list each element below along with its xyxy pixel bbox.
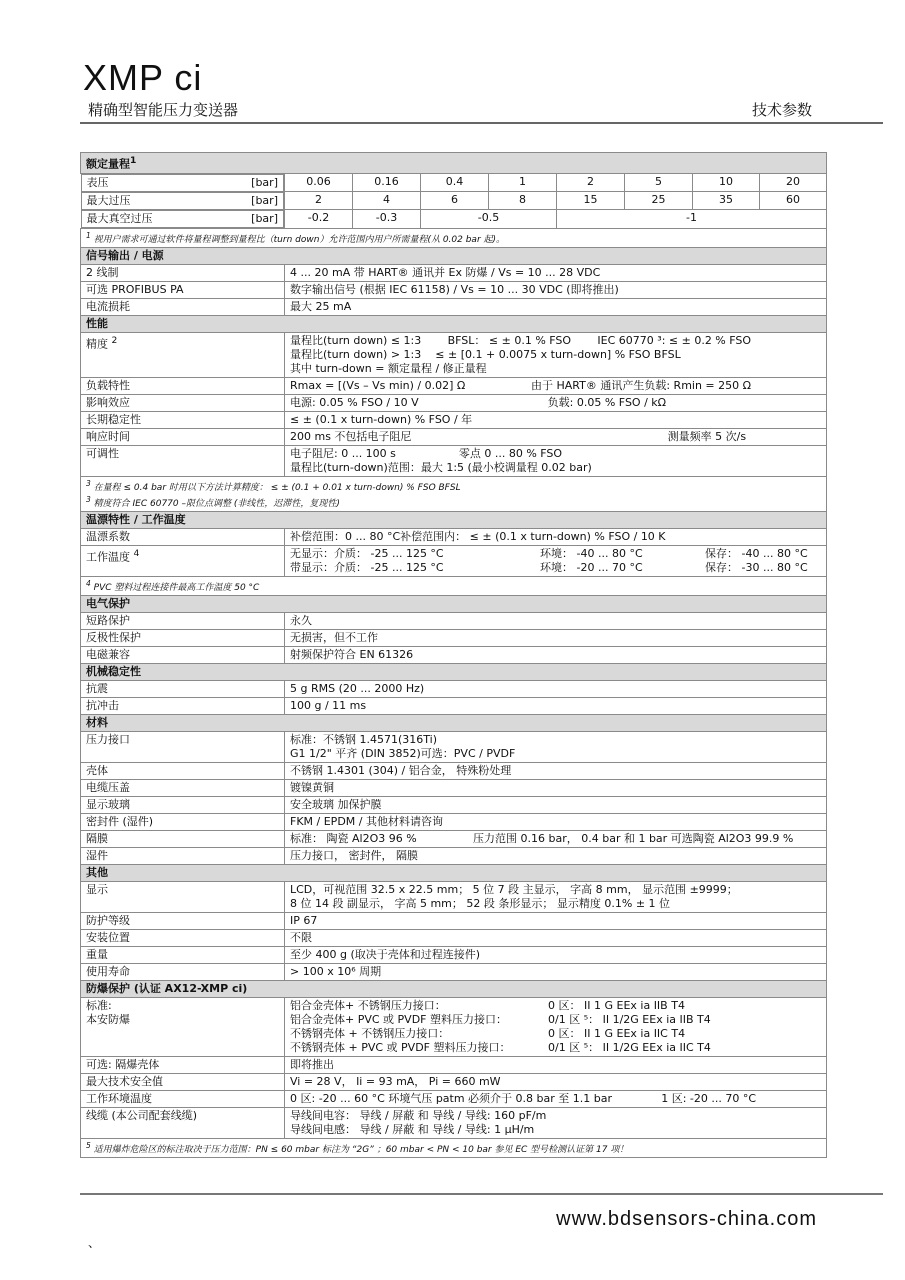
top-rule	[80, 122, 883, 124]
section-signal: 信号输出 / 电源	[81, 247, 827, 264]
section-performance: 性能	[81, 315, 827, 332]
row-load: 负载特性 Rmax = [(Vs – Vs min) / 0.02] Ω 由于 HART® 通讯产生负载: Rmin = 250 Ω	[81, 377, 827, 394]
row-vibration: 抗震 5 g RMS (20 ... 2000 Hz)	[81, 680, 827, 697]
row-display: 显示 LCD，可视范围 32.5 x 22.5 mm； 5 位 7 段 主显示， 字高 8 mm， 显示范围 ±9999； 8 位 14 段 副显示， 字高 5 mm； 52 段 条形显示； 显示精度 0.1% ± 1 位	[81, 881, 827, 912]
section-electrical: 电气保护	[81, 595, 827, 612]
row-seal: 密封件 (湿件) FKM / EPDM / 其他材料请咨询	[81, 813, 827, 830]
page-subtitle: 精确型智能压力变送器	[88, 101, 239, 119]
row-glass: 显示玻璃 安全玻璃 加保护膜	[81, 796, 827, 813]
row-profibus: 可选 PROFIBUS PA 数字输出信号 (根据 IEC 61158) / Vs = 10 ... 30 VDC (即将推出)	[81, 281, 827, 298]
row-safety: 最大技术安全值 Vi = 28 V， Ii = 93 mA， Pi = 660 mW	[81, 1073, 827, 1090]
row-housing: 壳体 不锈钢 1.4301 (304) / 铝合金， 特殊粉处理	[81, 762, 827, 779]
row-two-wire: 2 线制 4 ... 20 mA 带 HART® 通讯并 Ex 防爆 / Vs = 10 ... 28 VDC	[81, 264, 827, 281]
row-wetted: 湿件 压力接口， 密封件， 隔膜	[81, 847, 827, 864]
row-diaphragm: 隔膜 标准： 陶瓷 Al2O3 96 % 压力范围 0.16 bar， 0.4 bar 和 1 bar 可选陶瓷 Al2O3 99.9 %	[81, 830, 827, 847]
row-port: 压力接口 标准：不锈钢 1.4571(316Ti) G1 1/2" 平齐 (DIN 3852)可选：PVC / PVDF	[81, 731, 827, 762]
row-temperature: 工作温度 $^4$ 无显示：介质： -25 ... 125 °C 环境： -40 ... 80 °C 保存： -40 ... 80 °C 带显示：介质： -25 ... 125 °C 环境： -20 ... 70 °C 保存： -30 ... 80 °C	[81, 545, 827, 576]
section-materials: 材料	[81, 714, 827, 731]
row-adjust: 可调性 电子阻尼: 0 ... 100 s 零点 0 ... 80 % FSO 量程比(turn-down)范围：最大 1:5 (最小校调量程 0.02 bar)	[81, 445, 827, 476]
row-overload: 最大过压 [bar] 2 4 6 8 15 25 35 60	[81, 192, 827, 210]
note-4: $^4$ PVC 塑料过程连接件最高工作温度 50 °C	[81, 576, 827, 595]
row-cable: 线缆 (本公司配套线缆) 导线间电容： 导线 / 屏蔽 和 导线 / 导线: 160 pF/m 导线间电感： 导线 / 屏蔽 和 导线 / 导线: 1 μH/m	[81, 1107, 827, 1138]
row-short: 短路保护 永久	[81, 612, 827, 629]
row-stability: 长期稳定性 ≤ ± (0.1 x turn-down) % FSO / 年	[81, 411, 827, 428]
note-1: $^1$ 视用户需求可通过软件将量程调整到量程比（turn down）允许范围内用户所需量程(从 0.02 bar 起)。	[81, 228, 827, 247]
row-response: 响应时间 200 ms 不包括电子阻尼 测量频率 5 次/s	[81, 428, 827, 445]
row-emc: 电磁兼容 射频保护符合 EN 61326	[81, 646, 827, 663]
row-mount: 安装位置 不限	[81, 929, 827, 946]
row-vacuum: 最大真空过压 [bar] -0.2 -0.3 -0.5 -1	[81, 210, 827, 229]
row-accuracy: 精度 $^2$ 量程比(turn down) ≤ 1:3 BFSL： ≤ ± 0.1 % FSO IEC 60770 ³: ≤ ± 0.2 % FSO 量程比(turn down) > 1:3 ≤ ± [0.1 + 0.0075 x turn-down] % FSO BFSL 其中 turn-down = 额定量程 / 修正量程	[81, 332, 827, 377]
row-current: 电流损耗 最大 25 mA	[81, 298, 827, 315]
section-mechanical: 机械稳定性	[81, 663, 827, 680]
note-5: $^5$ 适用爆炸危险区的标注取决于压力范围：PN ≤ 60 mbar 标注为 “2G” ；60 mbar < PN < 10 bar 参见 EC 型号检测认证第 17 项！	[81, 1138, 827, 1157]
row-reverse: 反极性保护 无损害，但不工作	[81, 629, 827, 646]
row-shock: 抗冲击 100 g / 11 ms	[81, 697, 827, 714]
section-range: 额定量程$^1$	[81, 153, 827, 174]
row-life: 使用寿命 > 100 x 10⁶ 周期	[81, 963, 827, 980]
row-ip: 防护等级 IP 67	[81, 912, 827, 929]
page-title: XMP ci	[83, 57, 203, 98]
row-optional: 可选: 隔爆壳体 即将推出	[81, 1056, 827, 1073]
row-ambient: 工作环境温度 0 区: -20 ... 60 °C 环境气压 patm 必须介于 0.8 bar 至 1.1 bar 1 区: -20 ... 70 °C	[81, 1090, 827, 1107]
row-weight: 重量 至少 400 g (取决于壳体和过程连接件)	[81, 946, 827, 963]
section-misc: 其他	[81, 864, 827, 881]
row-intrinsic: 标准: 本安防爆 铝合金壳体+ 不锈钢压力接口： 0 区： II 1 G EEx ia IIB T4 铝合金壳体+ PVC 或 PVDF 塑料压力接口： 0/1 区 ⁵： II 1/2G EEx ia IIB T4 不锈钢壳体 + 不锈钢压力接口： 0 区： II 1 G EEx ia IIC T4 不锈钢壳体 + PVC 或 PVDF 塑料压力接口： 0/1 区 ⁵： II 1/2G EEx ia IIC T4	[81, 997, 827, 1056]
section-thermal: 温漂特性 / 工作温度	[81, 511, 827, 528]
row-drift: 温漂系数 补偿范围：0 ... 80 °C补偿范围内： ≤ ± (0.1 x turn-down) % FSO / 10 K	[81, 528, 827, 545]
footer-url[interactable]: www.bdsensors-china.com	[556, 1208, 817, 1230]
section-explosion: 防爆保护 (认证 AX12-XMP ci)	[81, 980, 827, 997]
note-3: $^3$ 在量程 ≤ 0.4 bar 时用以下方法计算精度： ≤ ± (0.1 + 0.01 x turn-down) % FSO BFSL $^3$ 精度符合 IEC 60770 –限位点调整 (非线性，迟滞性，复现性)	[81, 476, 827, 511]
bottom-rule	[80, 1193, 883, 1195]
row-effect: 影响效应 电源: 0.05 % FSO / 10 V 负载: 0.05 % FSO / kΩ	[81, 394, 827, 411]
section-label: 技术参数	[751, 101, 812, 119]
footer-mark: 、	[88, 1236, 101, 1250]
row-gland: 电缆压盖 镀镍黄铜	[81, 779, 827, 796]
spec-table	[80, 152, 827, 1158]
row-gauge: 表压 [bar] 0.06 0.16 0.4 1 2 5 10 20	[81, 173, 827, 192]
